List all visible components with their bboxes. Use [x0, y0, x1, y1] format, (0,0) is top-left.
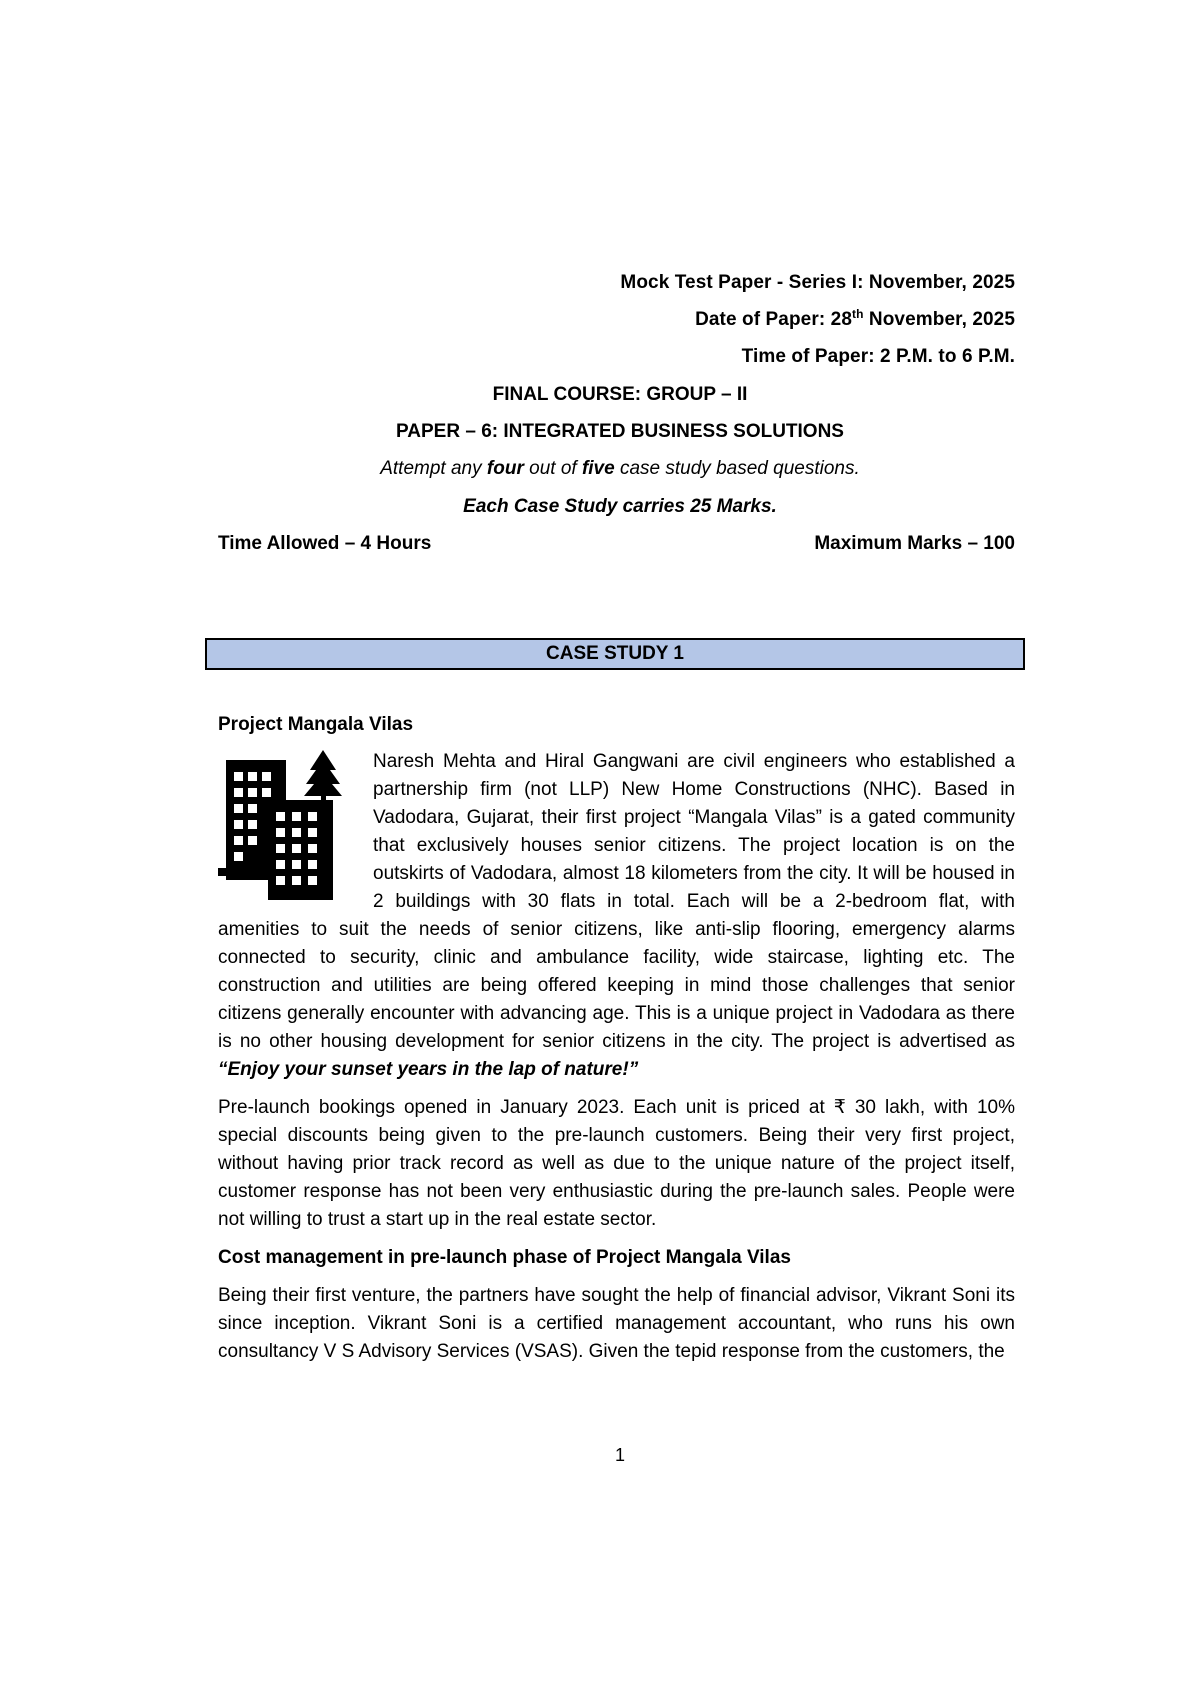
- instr-four: four: [486, 458, 524, 479]
- case-study-title: CASE STUDY 1: [205, 638, 1025, 670]
- instr-five: five: [581, 458, 615, 479]
- paper-title: PAPER – 6: INTEGRATED BUSINESS SOLUTIONS: [396, 421, 844, 442]
- intro-text: Naresh Mehta and Hiral Gangwani are civil engineers who established a partnership firm (not LLP) New Home Constructions (NHC). Based in Vadodara, Gujarat, their first project “Mangala Vilas” is a gated community that exclusively houses senior citizens. The project location is on the outskirts of Vadodara, almost 18 kilometers from the city. It will be housed in 2 buildings with 30 flats in total. Each will be a 2-bedroom flat, with amenities to suit the needs of senior citizens, like anti-slip flooring, emergency alarms connected to security, clinic and ambulance facility, wide staircase, lighting etc. The construction and utilities are being offered keeping in mind those challenges that senior citizens generally encounter with advancing age. This is a unique project in Vadodara as there is no other housing development for senior citizens in the city. The project is advertised as: [218, 751, 1015, 1052]
- instr-part-3: case study based questions.: [614, 458, 860, 479]
- time-line: Time of Paper: 2 P.M. to 6 P.M.: [741, 346, 1015, 367]
- instructions: [200, 458, 1040, 480]
- series-line: Mock Test Paper - Series I: November, 2025: [620, 272, 1015, 293]
- time-allowed: Time Allowed – 4 Hours: [218, 533, 432, 554]
- maximum-marks: Maximum Marks – 100: [814, 533, 1015, 554]
- instr-part-1: Attempt any: [380, 458, 487, 479]
- buildings-with-tree-icon: [218, 750, 373, 902]
- date-superscript: th: [851, 307, 864, 321]
- marks-note: Each Case Study carries 25 Marks.: [463, 496, 777, 517]
- project-heading: Project Mangala Vilas: [218, 714, 414, 735]
- project-slogan: “Enjoy your sunset years in the lap of nature!”: [218, 1059, 639, 1080]
- date-suffix: November, 2025: [863, 309, 1015, 330]
- meta-row: [218, 533, 1015, 555]
- page-number: 1: [614, 1445, 625, 1465]
- advisor-paragraph: Being their first venture, the partners have sought the help of financial advisor, Vikrant Soni its since inception. Vikrant Soni is a certified management accountant, who runs his own consultancy V S Advisory Services (VSAS). Given the tepid response from the customers, the: [218, 1285, 1015, 1362]
- date-prefix: Date of Paper: 28: [695, 309, 852, 330]
- course-group: FINAL COURSE: GROUP – II: [492, 384, 748, 405]
- case-body: [218, 748, 1015, 1376]
- date-line: [695, 309, 1015, 331]
- prelaunch-paragraph: Pre-launch bookings opened in January 2023. Each unit is priced at ₹ 30 lakh, with 10% special discounts being given to the pre-launch customers. Being their very first project, without having prior track record as well as due to the unique nature of the project itself, customer response has not been very enthusiastic during the pre-launch sales. People were not willing to trust a start up in the real estate sector.: [218, 1097, 1015, 1230]
- cost-management-heading: Cost management in pre-launch phase of Project Mangala Vilas: [218, 1247, 791, 1268]
- instr-part-2: out of: [523, 458, 582, 479]
